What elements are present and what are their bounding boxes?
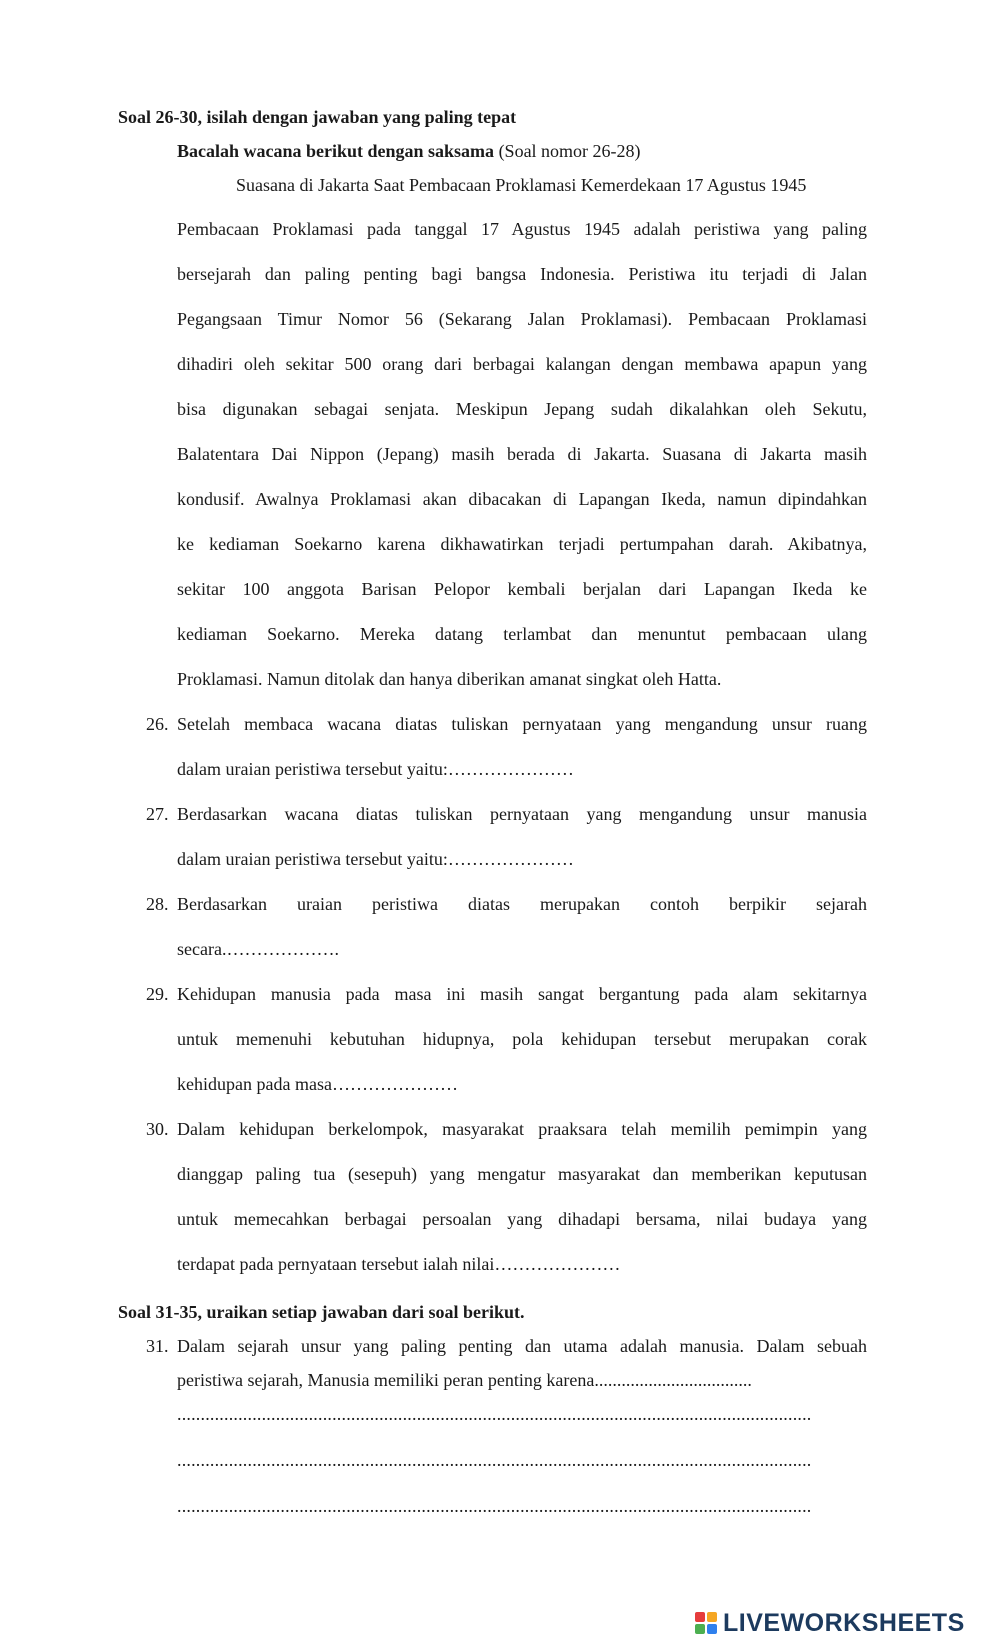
passage-line: Balatentara Dai Nippon (Jepang) masih berada di Jakarta. Suasana di Jakarta masih [177,444,867,464]
question-30-text: untuk memecahkan berbagai persoalan yang dihadapi bersama, nilai budaya yang [177,1209,867,1229]
question-29-text: untuk memenuhi kebutuhan hidupnya, pola kehidupan tersebut merupakan corak [177,1029,867,1049]
instruction-bold: Bacalah wacana berikut dengan saksama [177,141,495,161]
question-27-text: Berdasarkan wacana diatas tuliskan pernyataan yang mengandung unsur manusia [177,804,867,824]
instruction-range: (Soal nomor 26-28) [498,141,641,161]
liveworksheets-logo [695,1608,965,1638]
liveworksheets-grid-icon [695,1612,717,1634]
logo-text: LIVEWORKSHEETS [723,1608,965,1637]
passage-line: kediaman Soekarno. Mereka datang terlambat dan menuntut pembacaan ulang [177,624,867,644]
question-number-29: 29. [146,984,169,1004]
question-30-text: dianggap paling tua (sesepuh) yang mengatur masyarakat dan memberikan keputusan [177,1164,867,1184]
passage-line: kondusif. Awalnya Proklamasi akan dibacakan di Lapangan Ikeda, namun dipindahkan [177,489,867,509]
question-number-31: 31. [146,1336,169,1356]
question-number-27: 27. [146,804,169,824]
question-number-28: 28. [146,894,169,914]
passage-line: Pembacaan Proklamasi pada tanggal 17 Agustus 1945 adalah peristiwa yang paling [177,219,867,239]
answer-dotted-line[interactable]: ....................................................................................................................................... [177,1496,812,1516]
question-28-text: Berdasarkan uraian peristiwa diatas merupakan contoh berpikir sejarah [177,894,867,914]
passage-line: Pegangsaan Timur Nomor 56 (Sekarang Jalan Proklamasi). Pembacaan Proklamasi [177,309,867,329]
question-29-answer-line[interactable]: kehidupan pada masa………………… [177,1074,458,1094]
question-26-answer-line[interactable]: dalam uraian peristiwa tersebut yaitu:………………… [177,759,574,779]
passage-line: dihadiri oleh sekitar 500 orang dari berbagai kalangan dengan membawa apapun yang [177,354,867,374]
question-27-answer-line[interactable]: dalam uraian peristiwa tersebut yaitu:………………… [177,849,574,869]
question-31-answer-dots[interactable]: ................................... [594,1370,752,1390]
logo-square-orange [707,1612,717,1622]
logo-square-blue [707,1624,717,1634]
question-number-26: 26. [146,714,169,734]
logo-square-green [695,1624,705,1634]
passage-line: bersejarah dan paling penting bagi bangsa Indonesia. Peristiwa itu terjadi di Jalan [177,264,867,284]
question-30-answer-line[interactable]: terdapat pada pernyataan tersebut ialah nilai………………… [177,1254,621,1274]
passage-line: Proklamasi. Namun ditolak dan hanya diberikan amanat singkat oleh Hatta. [177,669,722,689]
answer-dotted-line[interactable]: ....................................................................................................................................... [177,1450,812,1470]
question-29-text: Kehidupan manusia pada masa ini masih sangat bergantung pada alam sekitarnya [177,984,867,1004]
reading-instruction [177,140,641,162]
section-heading-31-35: Soal 31-35, uraikan setiap jawaban dari soal berikut. [118,1302,525,1322]
question-26-text: Setelah membaca wacana diatas tuliskan pernyataan yang mengandung unsur ruang [177,714,867,734]
passage-line: ke kediaman Soekarno karena dikhawatirkan terjadi pertumpahan darah. Akibatnya, [177,534,867,554]
section-heading-26-30: Soal 26-30, isilah dengan jawaban yang paling tepat [118,107,517,127]
question-28-answer-line[interactable]: secara.………………. [177,939,339,959]
question-number-30: 30. [146,1119,169,1139]
passage-line: bisa digunakan sebagai senjata. Meskipun Jepang sudah dikalahkan oleh Sekutu, [177,399,867,419]
question-31-line2: peristiwa sejarah, Manusia memiliki peran penting karena [177,1370,595,1390]
passage-line: sekitar 100 anggota Barisan Pelopor kembali berjalan dari Lapangan Ikeda ke [177,579,867,599]
logo-square-red [695,1612,705,1622]
answer-dotted-line[interactable]: ....................................................................................................................................... [177,1404,812,1424]
question-31-text: Dalam sejarah unsur yang paling penting dan utama adalah manusia. Dalam sebuah [177,1336,867,1356]
passage-title: Suasana di Jakarta Saat Pembacaan Proklamasi Kemerdekaan 17 Agustus 1945 [236,175,807,195]
question-30-text: Dalam kehidupan berkelompok, masyarakat praaksara telah memilih pemimpin yang [177,1119,867,1139]
question-31-text [177,1369,752,1391]
